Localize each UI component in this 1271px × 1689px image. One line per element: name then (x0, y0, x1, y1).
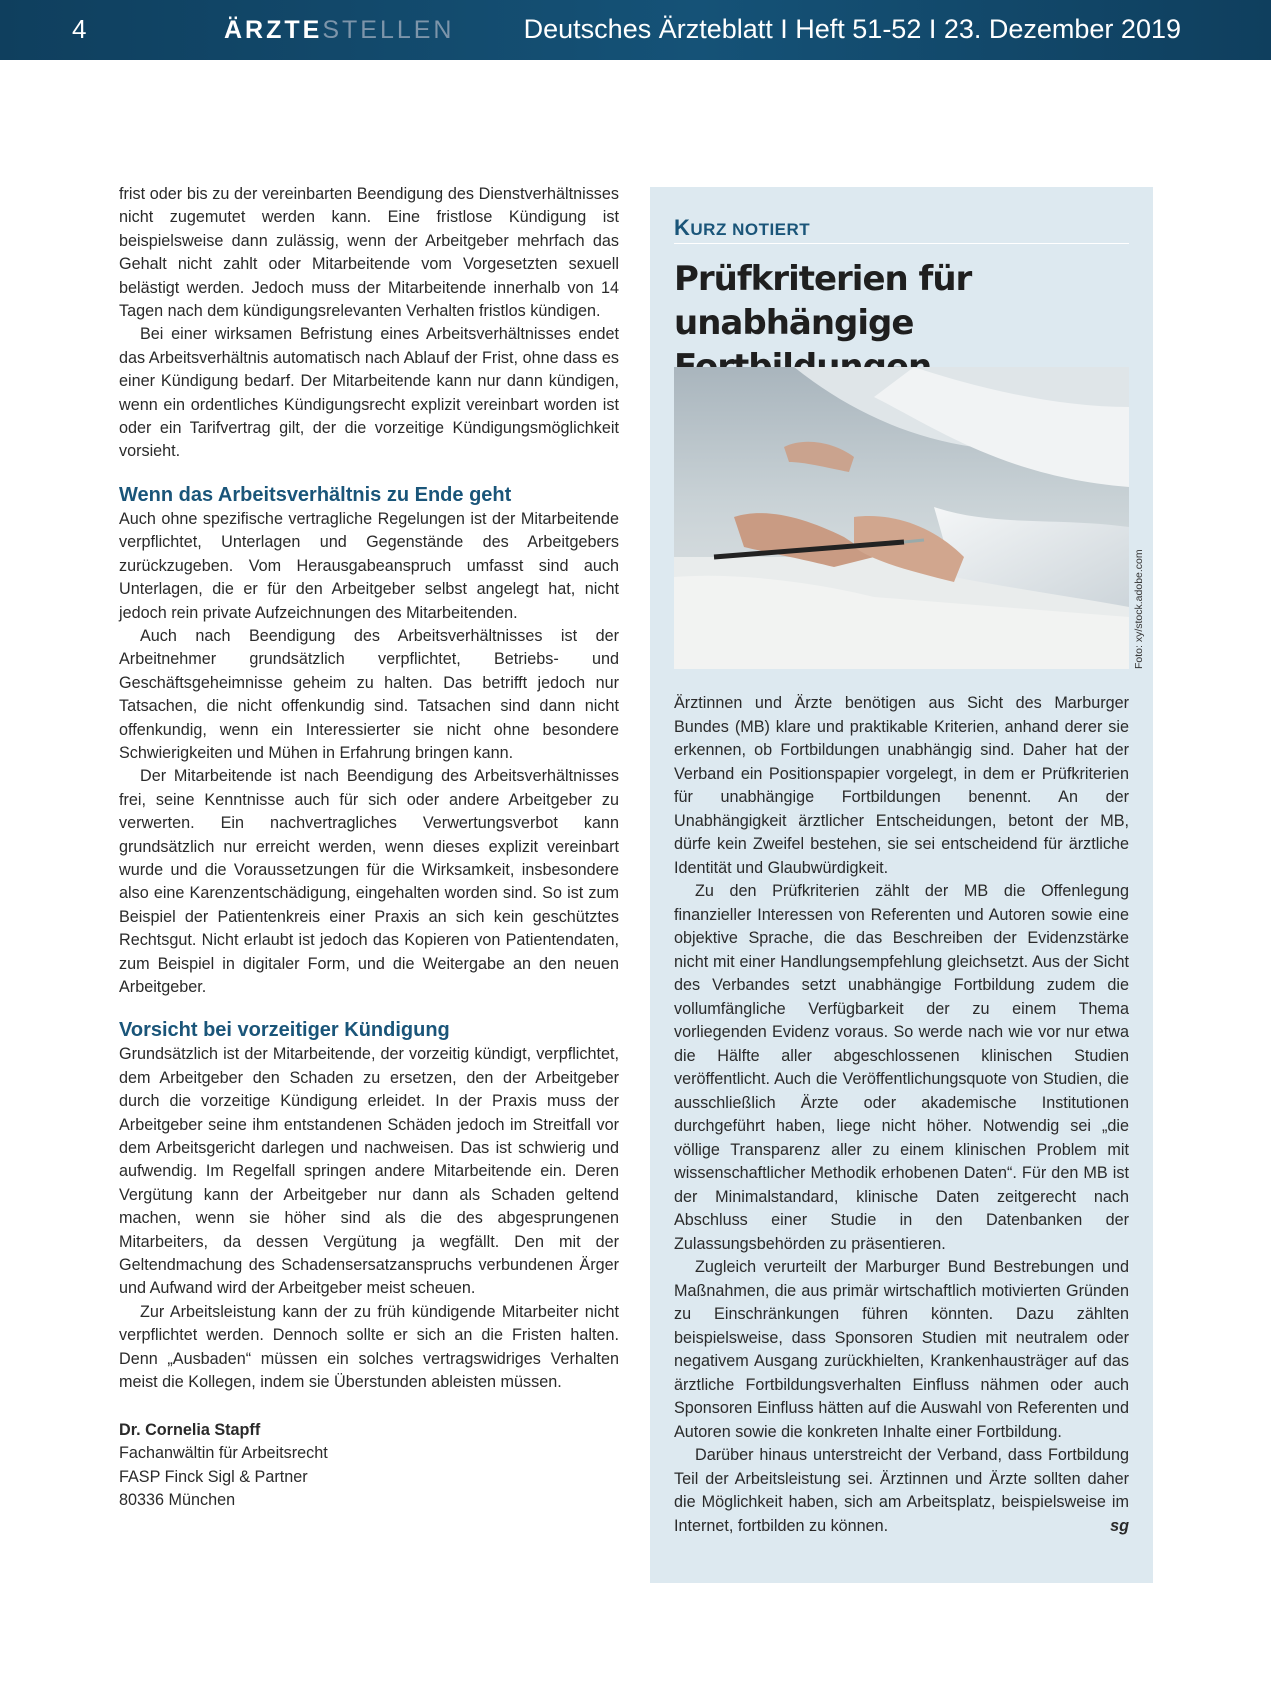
paragraph: Darüber hinaus unterstreicht der Verband, dass Fortbildung Teil der Arbeitsleistung sei. Ärztinnen und Ärzte sollten daher die Möglichkeit haben, sich am Arbeitsplatz, beispielsweise im Internet, fortbilden zu können. sg (674, 1444, 1129, 1538)
paragraph: Zur Arbeitsleistung kann der zu früh kündigende Mitarbeiter nicht verpflichtet werden. Dennoch sollte er sich an die Fristen halten. Denn „Ausbaden“ müssen ein solches vertragswidriges Verhalten meist die Kollegen, indem sie Überstunden ableisten müssen. (119, 1302, 619, 1392)
paragraph: Zugleich verurteilt der Marburger Bund Bestrebungen und Maßnahmen, die aus primär wirtschaftlich motivierten Gründen zu Einschränkungen führen könnten. Dazu zählten beispielsweise, dass Sponsoren Studien mit neutralem oder negativem Ausgang zurückhielten, Krankenhausträger auf das ärztliche Fortbildungsverhalten Einfluss nähmen oder auch Sponsoren Einfluss hätten auf die Auswahl von Referenten und Autoren sowie die konkreten Inhalte einer Fortbildung. (674, 1258, 1129, 1441)
brand-logo: ÄRZTESTELLEN (224, 16, 455, 44)
box-text (674, 692, 1129, 1538)
paragraph: Auch nach Beendigung des Arbeitsverhältnisses ist der Arbeitnehmer grundsätzlich verpflichtet, Betriebs- und Geschäftsgeheimnisse geheim zu halten. Das betrifft jedoch nur Tatsachen, die nicht offenkundig sind. Tatsachen sind dann nicht offenkundig, wenn ein Interessierter sie nicht ohne besondere Schwierigkeiten und Mühen in Erfahrung bringen kann. (119, 626, 619, 762)
author-initials: sg (1110, 1516, 1129, 1535)
author-firm: FASP Finck Sigl & Partner (119, 1467, 308, 1486)
section-heading: Vorsicht bei vorzeitiger Kündigung (119, 1019, 450, 1042)
page-header (0, 0, 1271, 60)
paragraph: Ärztinnen und Ärzte benötigen aus Sicht des Marburger Bundes (MB) klare und praktikable Kriterien, anhand derer sie erkennen, ob Fortbildungen unabhängig sind. Daher hat der Verband ein Positionspapier vorgelegt, in dem er Prüfkriterien für unabhängige Fortbildungen benennt. An der Unabhängigkeit ärztlicher Entscheidungen, betont der MB, dürfe kein Zweifel bestehen, sie sei entscheidend für ärztliche Identität und Glaubwürdigkeit. (674, 694, 1129, 877)
paragraph: Der Mitarbeitende ist nach Beendigung des Arbeitsverhältnisses frei, seine Kenntnisse auch für sich oder andere Arbeitgeber zu verwerten. Ein nachvertragliches Verwertungsverbot kann grundsätzlich nur erreicht werden, wenn dieses explizit vereinbart wurde und die Voraussetzungen für die Wirksamkeit, insbesondere also eine Karenzentschädigung, eingehalten worden sind. So ist zum Beispiel der Patientenkreis einer Praxis an sich kein geschütztes Rechtsgut. Nicht erlaubt ist jedoch das Kopieren von Patientendaten, zum Beispiel in digitaler Form, und die Weitergabe an den neuen Arbeitgeber. (119, 767, 619, 996)
box-kicker: KURZ NOTIERT (674, 215, 811, 240)
photo-credit: Foto: xy/stock.adobe.com (1133, 549, 1145, 669)
author-name: Dr. Cornelia Stapff (119, 1420, 261, 1439)
section-heading: Wenn das Arbeitsverhältnis zu Ende geht (119, 483, 512, 506)
paragraph: Auch ohne spezifische vertragliche Regelungen ist der Mitarbeitende verpflichtet, Unterlagen und Gegenstände des Arbeitgebers zurückzugeben. Vom Herausgabeanspruch umfasst sind auch Unterlagen, die er für den Arbeitgeber selbst angelegt hat, nicht jedoch rein private Aufzeichnungen des Mitarbeitenden. (119, 509, 619, 622)
issue-info: Deutsches Ärzteblatt I Heft 51-52 I 23. Dezember 2019 (523, 14, 1181, 44)
author-city: 80336 München (119, 1491, 236, 1510)
sidebar-box (650, 187, 1153, 1583)
article-column (119, 183, 619, 1513)
paragraph: Bei einer wirksamen Befristung eines Arbeitsverhältnisses endet das Arbeitsverhältnis automatisch nach Ablauf der Frist, ohne dass es einer Kündigung bedarf. Der Mitarbeitende kann nur dann kündigen, wenn ein ordentliches Kündigungsrecht explizit vereinbart worden ist oder ein Tarifvertrag gilt, der die vorzeitige Kündigungsmöglichkeit vorsieht. (119, 325, 619, 461)
paragraph: Grundsätzlich ist der Mitarbeitende, der vorzeitig kündigt, verpflichtet, dem Arbeitgeber den Schaden zu ersetzen, den der Arbeitgeber durch die vorzeitige Kündigung erleidet. In der Praxis muss der Arbeitgeber seine ihm entstandenen Schäden jedoch im Streitfall vor dem Arbeitsgericht darlegen und nachweisen. Das ist schwierig und aufwendig. Im Regelfall springen andere Mitarbeitende ein. Deren Vergütung kann der Arbeitgeber nur dann als Schaden geltend machen, wenn sie höher sind als die des abgesprungenen Mitarbeiters, da dessen Vergütung ja wegfällt. Den mit der Geltendmachung des Schadensersatzanspruchs verbundenen Ärger und Aufwand wird der Arbeitgeber meist scheuen. (119, 1045, 619, 1298)
author-block (119, 1419, 619, 1513)
author-role: Fachanwältin für Arbeitsrecht (119, 1444, 328, 1463)
paragraph: Zu den Prüfkriterien zählt der MB die Offenlegung finanzieller Interessen von Referenten und Autoren sowie eine objektive Sprache, die das Beschreiben der Evidenzstärke nicht mit einer Handlungsempfehlung gleichsetzt. Aus der Sicht des Verbandes setzt unabhängige Fortbildung zudem die vollumfängliche Verfügbarkeit der zu einem Thema vorliegenden Evidenz voraus. So werde nach wie vor nur etwa die Hälfte aller abgeschlossenen klinischen Studien veröffentlicht. Auch die Veröffentlichungsquote von Studien, die ausschließlich Ärzte oder akademische Institutionen durchgeführt haben, liege nicht höher. Notwendig sei „die völlige Transparenz aller zu einem klinischen Problem mit wissenschaftlicher Methodik erhobenen Daten“. Für den MB ist der Minimalstandard, klinische Daten zeitgerecht nach Abschluss einer Studie in den Datenbanken der Zulassungsbehörden zu präsentieren. (674, 882, 1129, 1253)
paragraph: frist oder bis zu der vereinbarten Beendigung des Dienstverhältnisses nicht zugemutet werden kann. Eine fristlose Kündigung ist beispielsweise dann zulässig, wenn der Arbeitgeber mehrfach das Gehalt nicht zahlt oder Mitarbeitende vom Vorgesetzten sexuell belästigt werden. Jedoch muss der Mitarbeitende innerhalb von 14 Tagen nach dem kündigungsrelevanten Verhalten fristlos kündigen. (119, 185, 619, 321)
photo-hands-writing (674, 367, 1129, 669)
box-title: Prüfkriterien für unabhängige (674, 259, 972, 343)
page-number: 4 (72, 14, 87, 44)
divider (674, 243, 1129, 244)
